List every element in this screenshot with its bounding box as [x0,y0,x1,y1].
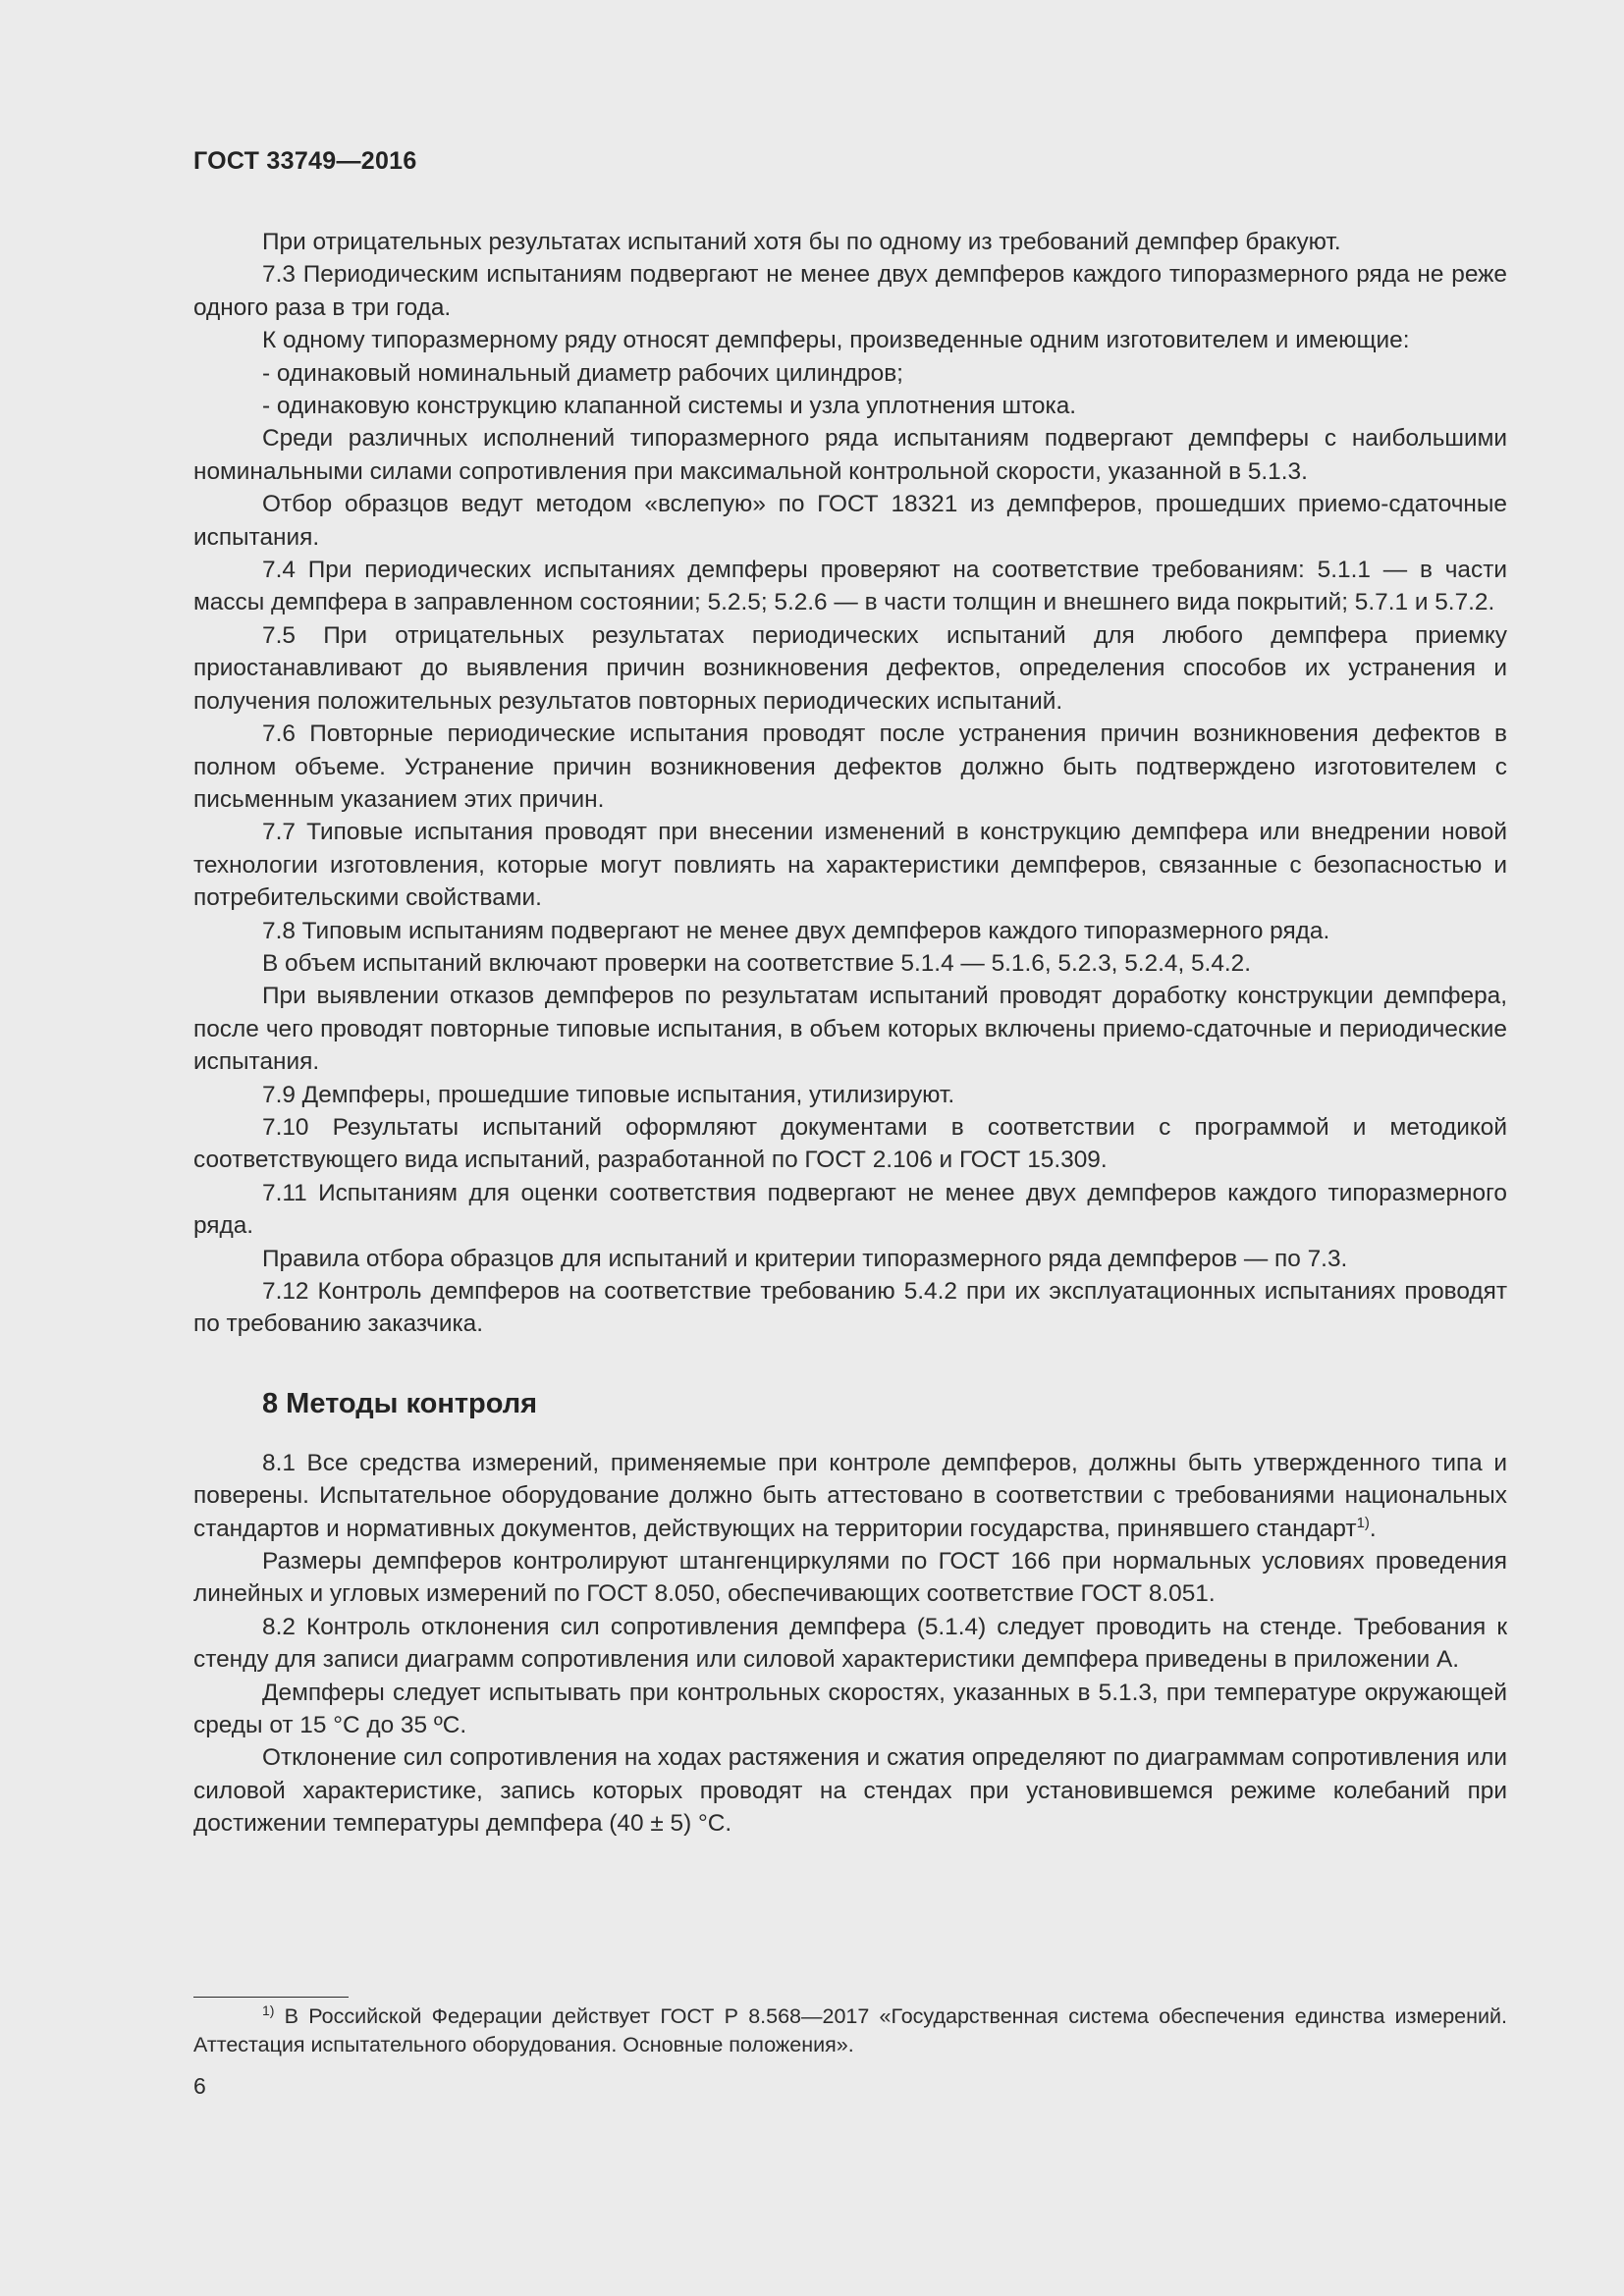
paragraph: В объем испытаний включают проверки на соответствие 5.1.4 — 5.1.6, 5.2.3, 5.2.4, 5.4.2. [262,949,1252,977]
page-body [193,226,1507,1841]
paragraph: При отрицательных результатах испытаний хотя бы по одному из требований демпфер бракуют. [262,229,1341,255]
clause-7-5: 7.5 При отрицательных результатах периодических испытаний для любого демпфера приемку приостанавливают до выявления причин возникновения дефектов, определения способов их устранения и получения положительных результатов повторных периодических испытаний. [193,621,1507,715]
list-item: - одинаковую конструкцию клапанной системы и узла уплотнения штока. [262,393,1077,420]
section-spacer [193,1423,1507,1447]
clause-7-3: 7.3 Периодическим испытаниям подвергают не менее двух демпферов каждого типоразмерного ряда не реже одного раза в три года. [193,261,1507,321]
clause-7-7: 7.7 Типовые испытания проводят при внесении изменений в конструкцию демпфера или внедрении новой технологии изготовления, которые могут повлиять на характеристики демпферов, связанные с безопасностью и потребительскими свойствами. [193,819,1507,912]
paragraph: Отбор образцов ведут методом «вслепую» по ГОСТ 18321 из демпферов, прошедших приемо-сдаточные испытания. [193,491,1507,551]
clause-8-1-text: 8.1 Все средства измерений, применяемые при контроле демпферов, должны быть утвержденного типа и поверены. Испытательное оборудование должно быть аттестовано в соответствии с требованиями национальных стандартов и нормативных документов, действующих на территории государства, принявшего стандарт [193,1449,1507,1542]
footnote-divider [193,1997,349,1998]
paragraph: Правила отбора образцов для испытаний и критерии типоразмерного ряда демпферов — по 7.3. [262,1245,1348,1272]
clause-7-6: 7.6 Повторные периодические испытания проводят после устранения причин возникновения дефектов в полном объеме. Устранение причин возникновения дефектов должно быть подтверждено изготовителем с письменным указанием этих причин. [193,721,1507,813]
footnote-reference[interactable]: 1) [1356,1514,1370,1531]
clause-8-1 [193,1447,1507,1545]
footnote-text: В Российской Федерации действует ГОСТ Р 8.568—2017 «Государственная система обеспечения единства измерений. Аттестация испытательного оборудования. Основные положения». [193,2004,1507,2056]
footnote-marker: 1) [262,2002,275,2018]
clause-7-11: 7.11 Испытаниям для оценки соответствия подвергают не менее двух демпферов каждого типоразмерного ряда. [193,1179,1507,1240]
document-code-header: ГОСТ 33749—2016 [193,147,417,175]
page-number: 6 [193,2073,206,2099]
paragraph: Демпферы следует испытывать при контрольных скоростях, указанных в 5.1.3, при температуре окружающей среды от 15 °С до 35 ºС. [193,1679,1507,1739]
list-item: - одинаковый номинальный диаметр рабочих цилиндров; [262,359,903,387]
section-spacer [193,1341,1507,1384]
clause-8-1-end: . [1369,1515,1377,1542]
clause-7-4: 7.4 При периодических испытаниях демпферы проверяют на соответствие требованиям: 5.1.1 — в части массы демпфера в заправленном состоянии; 5.2.5; 5.2.6 — в части толщин и внешнего вида покрытий; 5.7.1 и 5.7.2. [193,557,1507,616]
paragraph: Среди различных исполнений типоразмерного ряда испытаниям подвергают демпферы с наибольшими номинальными силами сопротивления при максимальной контрольной скорости, указанной в 5.1.3. [193,425,1507,485]
clause-7-8: 7.8 Типовым испытаниям подвергают не менее двух демпферов каждого типоразмерного ряда. [262,917,1330,944]
paragraph: Размеры демпферов контролируют штангенциркулями по ГОСТ 166 при нормальных условиях проведения линейных и угловых измерений по ГОСТ 8.050, обеспечивающих соответствие ГОСТ 8.051. [193,1548,1507,1608]
clause-7-9: 7.9 Демпферы, прошедшие типовые испытания, утилизируют. [262,1081,955,1108]
footnote [193,2002,1507,2059]
paragraph: При выявлении отказов демпферов по результатам испытаний проводят доработку конструкции демпфера, после чего проводят повторные типовые испытания, в объем которых включены приемо-сдаточные и периодические испытания. [193,983,1507,1076]
clause-7-12: 7.12 Контроль демпферов на соответствие требованию 5.4.2 при их эксплуатационных испытаниях проводят по требованию заказчика. [193,1278,1507,1338]
clause-8-2: 8.2 Контроль отклонения сил сопротивления демпфера (5.1.4) следует проводить на стенде. Требования к стенду для записи диаграмм сопротивления или силовой характеристики демпфера приведены в приложении А. [193,1613,1507,1674]
paragraph: Отклонение сил сопротивления на ходах растяжения и сжатия определяют по диаграммам сопротивления или силовой характеристике, запись которых проводят на стендах при установившемся режиме колебаний при достижении температуры демпфера (40 ± 5) °С. [193,1744,1507,1838]
section-heading: 8 Методы контроля [262,1387,538,1419]
clause-7-10: 7.10 Результаты испытаний оформляют документами в соответствии с программой и методикой соответствующего вида испытаний, разработанной по ГОСТ 2.106 и ГОСТ 15.309. [193,1113,1507,1174]
paragraph: К одному типоразмерному ряду относят демпферы, произведенные одним изготовителем и имеющие: [262,327,1410,354]
